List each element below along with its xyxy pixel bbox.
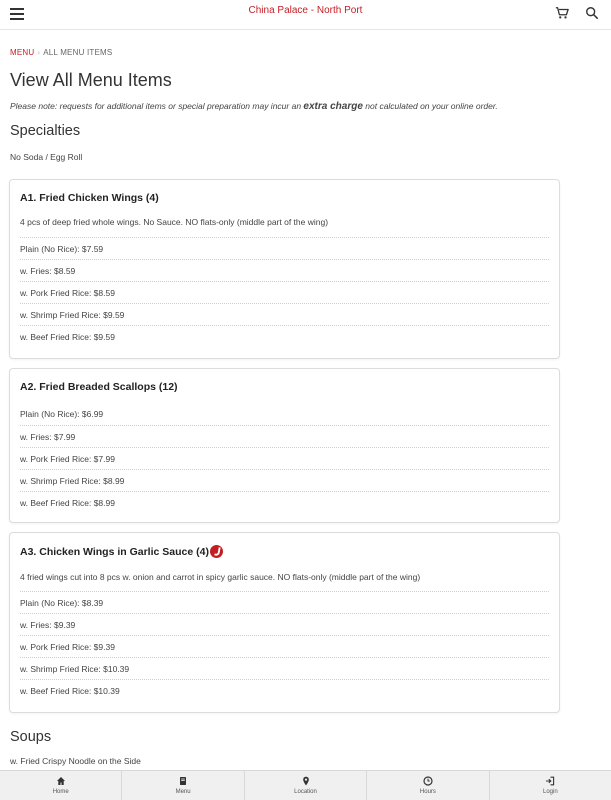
price-option[interactable]: w. Pork Fried Rice: $7.99 (20, 447, 549, 469)
location-pin-icon (301, 776, 311, 786)
restaurant-name[interactable]: China Palace - North Port (248, 5, 363, 16)
price-option[interactable]: w. Shrimp Fried Rice: $10.39 (20, 657, 549, 679)
price-option[interactable]: Plain (No Rice): $8.39 (20, 591, 549, 613)
menu-item-description: 4 pcs of deep fried whole wings. No Sauce. NO flats-only (middle part of the wing) (20, 217, 329, 227)
nav-login[interactable] (490, 771, 611, 800)
breadcrumb-separator: › (37, 48, 41, 57)
menu-item-title[interactable]: A2. Fried Breaded Scallops (12) (20, 381, 178, 393)
price-option[interactable]: w. Fries: $7.99 (20, 425, 549, 447)
top-bar (0, 0, 611, 30)
notice-emphasis: extra charge (303, 101, 363, 112)
price-option[interactable]: w. Beef Fried Rice: $10.39 (20, 679, 549, 701)
nav-label: Menu (175, 789, 191, 795)
notice-text: Please note: requests for additional items or special preparation may incur an (10, 101, 304, 111)
search-icon[interactable] (585, 6, 599, 20)
nav-label: Login (542, 789, 558, 795)
breadcrumb-current: ALL MENU ITEMS (43, 48, 113, 57)
page-title: View All Menu Items (10, 70, 172, 90)
clock-icon (423, 776, 433, 786)
nav-menu[interactable] (122, 771, 244, 800)
nav-location[interactable] (245, 771, 367, 800)
menu-item-title[interactable]: A1. Fried Chicken Wings (4) (20, 192, 159, 204)
main-content (0, 30, 611, 770)
extra-charge-notice (10, 101, 498, 112)
bottom-nav (0, 770, 611, 800)
price-option[interactable]: w. Fries: $8.59 (20, 259, 549, 281)
notice-text-end: not calculated on your online order. (362, 101, 498, 111)
breadcrumb-menu-link[interactable]: MENU (10, 48, 35, 57)
nav-label: Location (294, 789, 317, 795)
menu-item-title-row[interactable] (20, 545, 223, 558)
price-option[interactable]: w. Beef Fried Rice: $8.99 (20, 491, 549, 513)
menu-item-card[interactable] (9, 532, 560, 713)
price-option[interactable]: w. Beef Fried Rice: $9.59 (20, 325, 549, 347)
price-option[interactable]: w. Fries: $9.39 (20, 613, 549, 635)
menu-item-card[interactable] (9, 179, 560, 359)
nav-hours[interactable] (367, 771, 489, 800)
section-note: No Soda / Egg Roll (10, 152, 83, 162)
section-note: w. Fried Crispy Noodle on the Side (10, 756, 141, 766)
home-icon (56, 776, 66, 786)
spicy-pepper-icon (210, 545, 223, 558)
section-title-specialties: Specialties (10, 123, 81, 139)
nav-home[interactable] (0, 771, 122, 800)
price-option[interactable]: w. Pork Fried Rice: $8.59 (20, 281, 549, 303)
menu-item-title[interactable]: A3. Chicken Wings in Garlic Sauce (4) (20, 546, 209, 558)
menu-item-description: 4 fried wings cut into 8 pcs w. onion and carrot in spicy garlic sauce. NO flats-only (middle part of the wing) (20, 572, 421, 582)
nav-label: Home (52, 789, 69, 795)
price-option[interactable]: Plain (No Rice): $7.59 (20, 237, 549, 259)
price-option[interactable]: w. Shrimp Fried Rice: $9.59 (20, 303, 549, 325)
menu-book-icon (178, 776, 188, 786)
section-title-soups: Soups (10, 729, 52, 745)
login-icon (545, 776, 555, 786)
breadcrumb (10, 48, 112, 57)
cart-icon[interactable] (555, 6, 569, 20)
price-option[interactable]: Plain (No Rice): $6.99 (20, 409, 104, 419)
menu-item-card[interactable] (9, 368, 560, 523)
price-option[interactable]: w. Pork Fried Rice: $9.39 (20, 635, 549, 657)
price-option[interactable]: w. Shrimp Fried Rice: $8.99 (20, 469, 549, 491)
nav-label: Hours (419, 789, 436, 795)
